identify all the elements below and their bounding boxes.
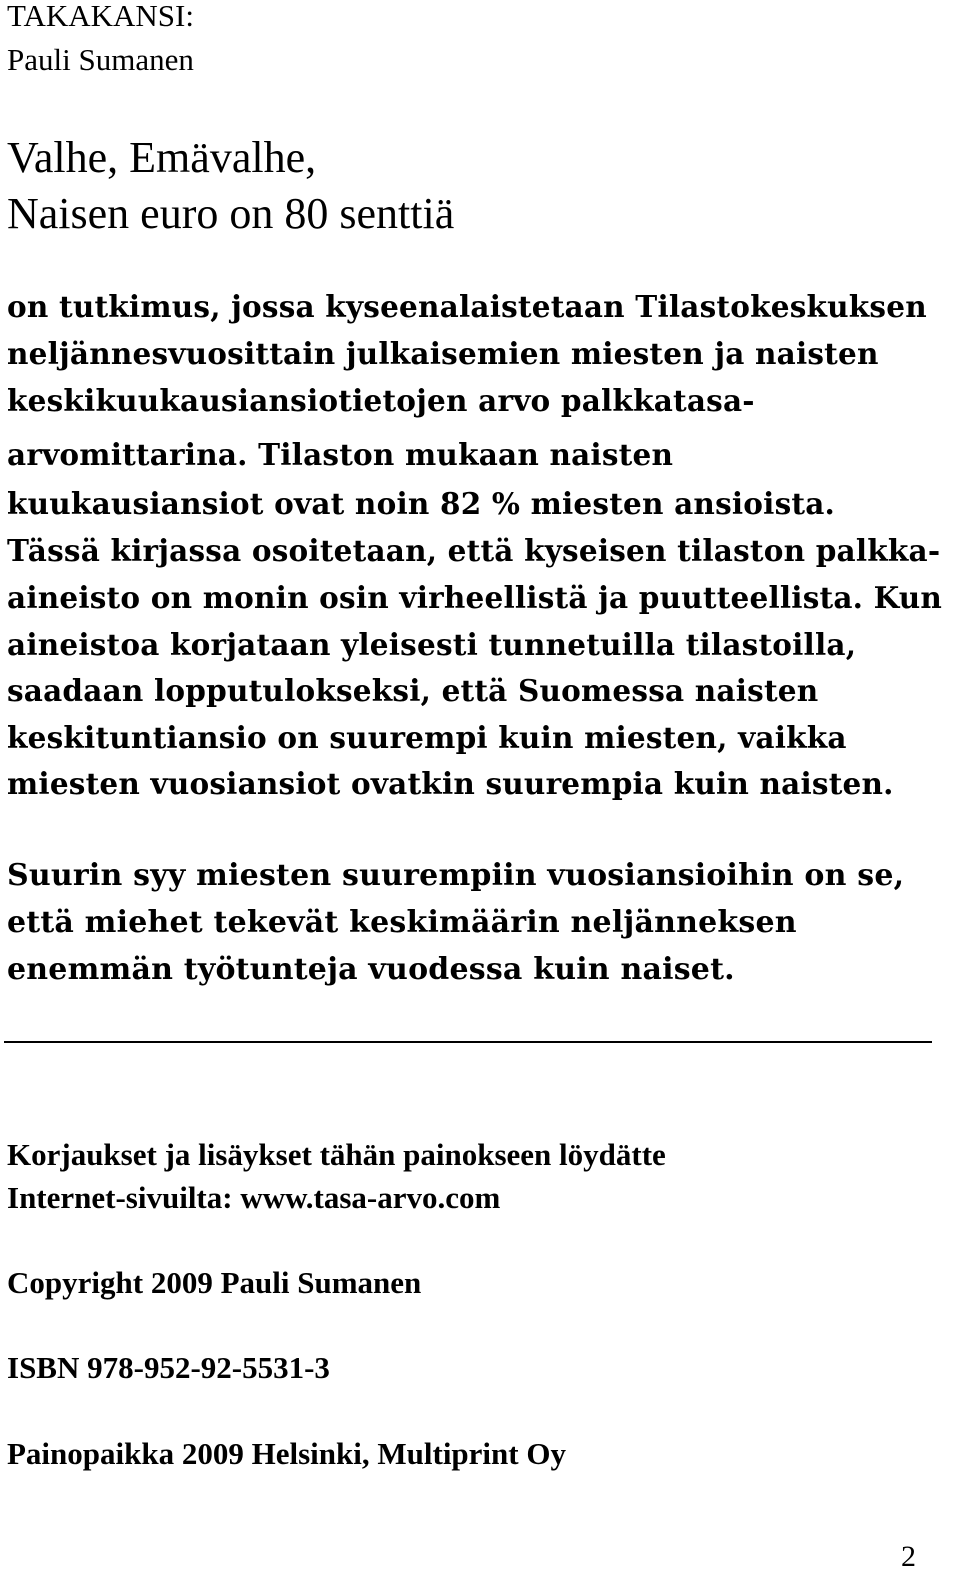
description-line: aineisto on monin osin virheellistä ja puutteellista. Kun	[7, 580, 943, 615]
description-line: kuukausiansiot ovat noin 82 % miesten ansioista.	[7, 486, 835, 521]
summary-line: enemmän työtunteja vuodessa kuin naiset.	[7, 952, 735, 987]
description-line: Tässä kirjassa osoitetaan, että kyseisen tilaston palkka-	[7, 533, 941, 568]
author-name: Pauli Sumanen	[7, 42, 194, 77]
summary-line: että miehet tekevät keskimäärin neljänneksen	[7, 905, 797, 940]
printing-info: Painopaikka 2009 Helsinki, Multiprint Oy	[7, 1436, 566, 1471]
book-title-line-2: Naisen euro on 80 senttiä	[7, 189, 455, 238]
corrections-note-line-1: Korjaukset ja lisäykset tähän painokseen löydätte	[7, 1137, 666, 1172]
description-line: aineistoa korjataan yleisesti tunnetuilla tilastoilla,	[7, 627, 857, 662]
description-line: saadaan lopputulokseksi, että Suomessa naisten	[7, 673, 819, 708]
summary-line: Suurin syy miesten suurempiin vuosiansioihin on se,	[7, 858, 905, 893]
description-line: keskituntiansio on suurempi kuin miesten, vaikka	[7, 720, 847, 755]
description-line: arvomittarina. Tilaston mukaan naisten	[7, 437, 674, 472]
description-line: keskikuukausiansiotietojen arvo palkkatasa-	[7, 383, 755, 418]
description-line: neljännesvuosittain julkaisemien miesten ja naisten	[7, 336, 879, 371]
back-cover-label: TAKAKANSI:	[7, 0, 194, 33]
isbn: ISBN 978-952-92-5531-3	[7, 1350, 330, 1385]
horizontal-rule	[4, 1041, 932, 1043]
corrections-note-line-2: Internet-sivuilta: www.tasa-arvo.com	[7, 1180, 501, 1215]
page-number: 2	[901, 1540, 916, 1573]
description-line: miesten vuosiansiot ovatkin suurempia kuin naisten.	[7, 766, 894, 801]
copyright-notice: Copyright 2009 Pauli Sumanen	[7, 1265, 422, 1300]
description-line: on tutkimus, jossa kyseenalaistetaan Tilastokeskuksen	[7, 289, 927, 324]
book-title-line-1: Valhe, Emävalhe,	[7, 133, 317, 182]
